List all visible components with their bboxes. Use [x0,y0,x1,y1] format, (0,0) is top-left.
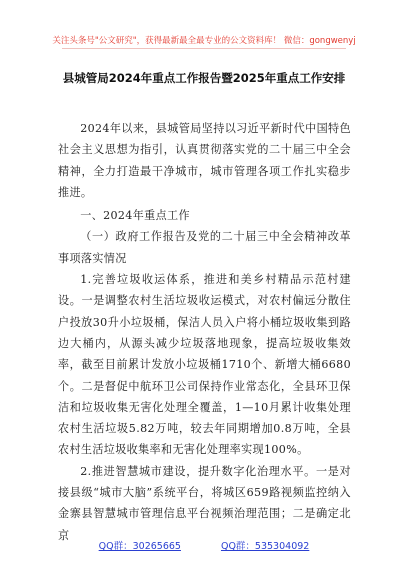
header-divider [62,48,346,49]
section-heading-1: 一、2024年重点工作 [80,209,190,223]
subsection-heading-1: （一）政府工作报告及党的二十届三中全会精神改革事项落实情况 [58,230,351,265]
qq-group-link-1[interactable]: QQ群：30265665 [98,541,181,552]
intro-paragraph: 2024年以来，县城管局坚持以习近平新时代中国特色社会主义思想为指引，认真贯彻落实党的二十届三中全会精神，全力打造最干净城市，城市管理各项工作扎实稳步推进。 [58,122,351,199]
document-body [58,118,351,546]
qq-group-link-2[interactable]: QQ群：535304092 [220,541,310,552]
document-title: 县城管局2024年重点工作报告暨2025年重点工作安排 [62,71,346,85]
item-paragraph-2: 2.推进智慧城市建设，提升数字化治理水平。一是对接县级“城市大脑”系统平台，将城区659路视频监控纳入金寨县智慧城市管理信息平台视频治理范围；二是确定北京 [58,464,351,542]
footer-qq-groups [0,538,408,552]
header-promo-note: 关注头条号"公文研究"，获得最新最全最专业的公文资料库！ 微信：gongwenyj [52,36,356,46]
item-paragraph-1: 1.完善垃圾收运体系，推进和美乡村精品示范村建设。一是调整农村生活垃圾收运模式，对农村偏远分散住户投放30升小垃圾桶，保洁人员入户将小桶垃圾收集到路边大桶内，从源头减少垃圾落地现象，提高垃圾收集效率，截至目前累计发放小垃圾桶1710个、新增大桶6680个。二是督促中航环卫公司保持作业常态化，全县环卫保洁和垃圾收集无害化处理全覆盖，1—10月累计收集处理农村生活垃圾5.82万吨，较去年同期增加0.8万吨，全县农村生活垃圾收集率和无害化处理率实现100%。 [58,273,351,457]
